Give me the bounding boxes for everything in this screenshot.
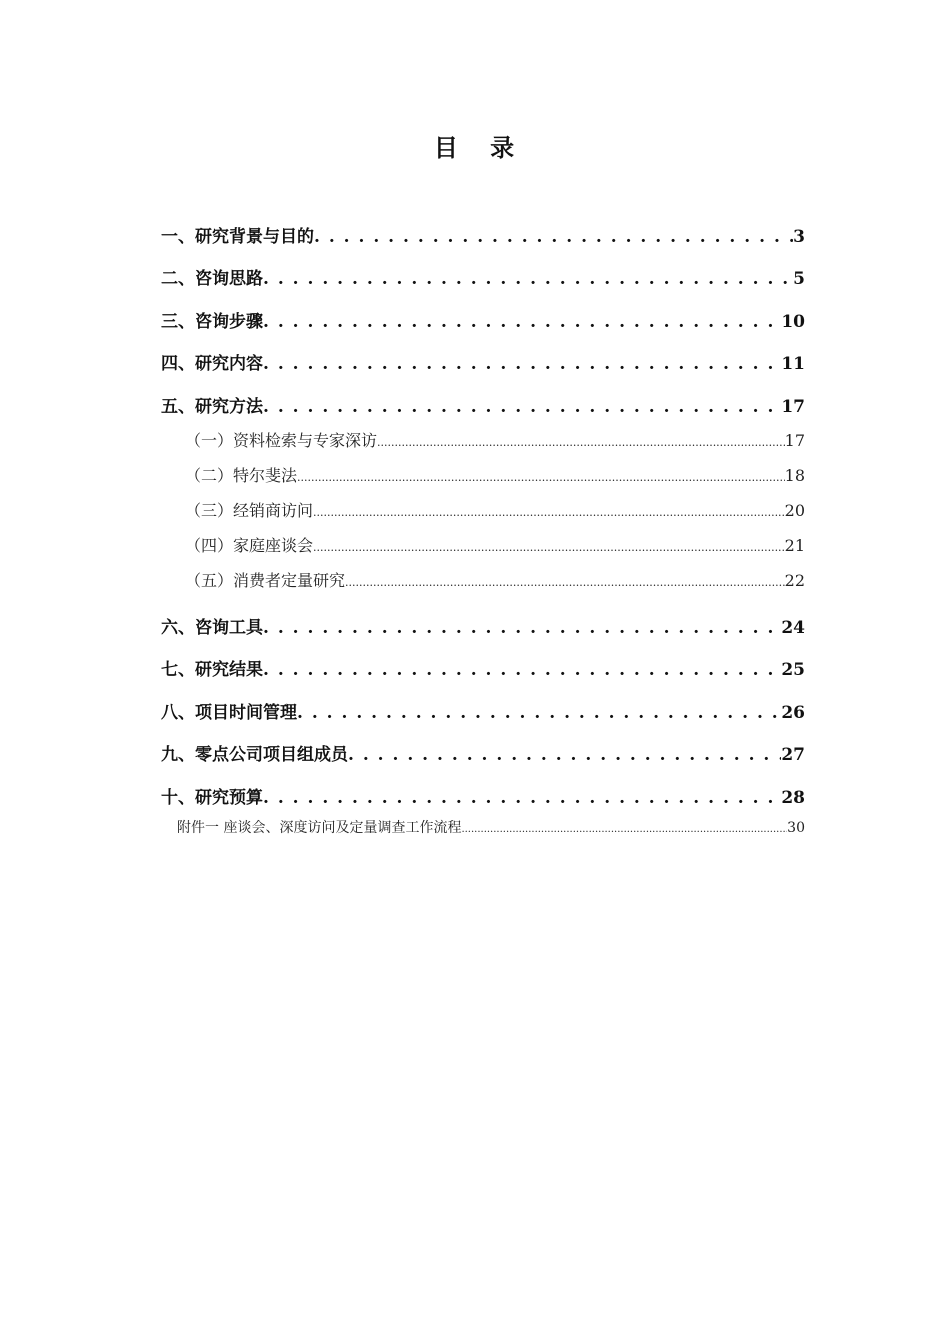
toc-subentry-label: （二）特尔斐法 <box>185 465 298 485</box>
toc-entry-label: 二、咨询思路 <box>161 269 263 290</box>
toc-entry[interactable] <box>161 613 805 655</box>
toc-entry-label: 七、研究结果 <box>161 660 263 681</box>
toc-subentry-page: 18 <box>784 465 805 485</box>
toc-entry-page: 24 <box>781 617 805 638</box>
dot-leader <box>348 745 781 765</box>
toc-entry-label: 五、研究方法 <box>161 396 263 417</box>
toc-entry[interactable] <box>161 349 805 391</box>
toc-entry-page: 26 <box>781 702 805 723</box>
toc-subentry[interactable] <box>161 533 805 568</box>
toc-subentry[interactable] <box>161 463 805 498</box>
toc-subentry-label: （四）家庭座谈会 <box>185 535 314 555</box>
toc-subentry[interactable] <box>161 498 805 533</box>
toc-subentry[interactable] <box>161 568 805 603</box>
toc-entry[interactable] <box>161 698 805 740</box>
toc-subentry-page: 20 <box>784 500 805 520</box>
dot-leader <box>297 703 781 723</box>
toc-title: 目 录 <box>433 133 517 162</box>
dot-leader <box>263 312 781 332</box>
toc-entry-page: 3 <box>793 227 805 247</box>
dot-leader <box>313 541 785 554</box>
dot-leader <box>313 506 785 519</box>
toc-entry[interactable] <box>161 740 805 782</box>
toc-entry[interactable] <box>161 222 805 264</box>
toc-entry-label: 四、研究内容 <box>161 354 263 375</box>
toc-entry-page: 5 <box>793 269 805 290</box>
toc-entry-label: 三、咨询步骤 <box>161 311 263 332</box>
toc-subentry-label: （一）资料检索与专家深访 <box>185 430 378 450</box>
dot-leader <box>263 269 793 289</box>
dot-leader <box>263 788 781 808</box>
dot-leader <box>345 576 785 589</box>
dot-leader <box>297 471 785 484</box>
table-of-contents <box>161 222 805 847</box>
toc-entry-page: 17 <box>781 396 805 417</box>
toc-entry[interactable] <box>161 307 805 349</box>
toc-subentry-page: 22 <box>784 570 805 590</box>
toc-entry-page: 28 <box>781 787 805 808</box>
dot-leader <box>314 227 793 247</box>
toc-entry-page: 11 <box>781 354 805 375</box>
toc-entry-label: 一、研究背景与目的 <box>161 227 314 247</box>
toc-subentry[interactable] <box>161 428 805 463</box>
toc-entry-page: 27 <box>781 745 805 766</box>
toc-appendix-entry[interactable] <box>161 817 805 847</box>
toc-entry-page: 25 <box>781 660 805 681</box>
toc-subentry-page: 17 <box>784 430 805 450</box>
toc-entry-label: 十、研究预算 <box>161 787 263 808</box>
dot-leader <box>263 397 781 417</box>
toc-appendix-label: 附件一 座谈会、深度访问及定量调查工作流程 <box>177 819 462 836</box>
toc-entry-page: 10 <box>781 311 805 332</box>
toc-appendix-page: 30 <box>787 819 805 836</box>
toc-entry-label: 九、零点公司项目组成员 <box>161 745 348 766</box>
dot-leader <box>263 618 781 638</box>
toc-entry-label: 八、项目时间管理 <box>161 702 297 723</box>
toc-entry[interactable] <box>161 264 805 306</box>
dot-leader <box>461 824 787 835</box>
dot-leader <box>263 354 781 374</box>
toc-subentry-label: （三）经销商访问 <box>185 500 314 520</box>
dot-leader <box>377 436 785 449</box>
dot-leader <box>263 660 781 680</box>
toc-subentry-label: （五）消费者定量研究 <box>185 570 346 590</box>
toc-entry-label: 六、咨询工具 <box>161 617 263 638</box>
toc-subentry-page: 21 <box>784 535 805 555</box>
toc-entry[interactable] <box>161 655 805 697</box>
